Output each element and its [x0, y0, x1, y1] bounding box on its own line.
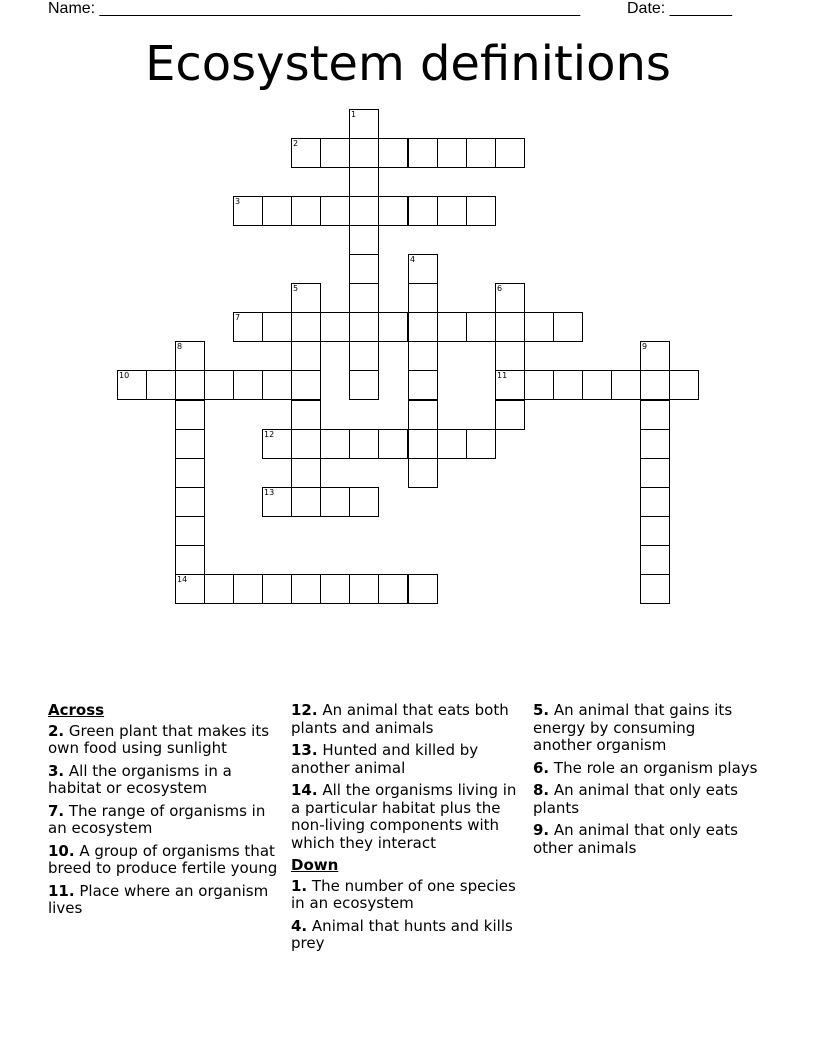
grid-cell[interactable] — [262, 370, 292, 400]
clue-across-13: 13. Hunted and killed by another animal — [291, 741, 479, 777]
clue-across-11: 11. Place where an organism lives — [48, 881, 269, 917]
grid-cell[interactable] — [408, 283, 438, 313]
grid-cell[interactable] — [378, 574, 408, 604]
grid-cell[interactable] — [233, 574, 263, 604]
clue-number: 8 — [177, 342, 183, 351]
grid-cell[interactable] — [349, 574, 379, 604]
clue-number: 7 — [235, 313, 241, 322]
grid-cell[interactable] — [640, 487, 670, 517]
grid-cell[interactable] — [175, 487, 205, 517]
grid-cell[interactable] — [291, 196, 321, 226]
grid-cell[interactable] — [378, 429, 408, 459]
grid-cell[interactable] — [640, 429, 670, 459]
page-title: Ecosystem definitions — [145, 36, 671, 92]
grid-cell[interactable] — [204, 370, 234, 400]
grid-cell[interactable] — [408, 370, 438, 400]
clue-across-14: 14. All the organisms living in a particular habitat plus the non-living components with which they interact — [291, 781, 517, 852]
grid-cell[interactable] — [408, 400, 438, 430]
grid-cell[interactable] — [320, 312, 350, 342]
grid-cell[interactable] — [640, 516, 670, 546]
grid-cell[interactable] — [291, 458, 321, 488]
grid-cell[interactable] — [262, 312, 292, 342]
grid-cell[interactable] — [437, 138, 467, 168]
clue-down-5: 5. An animal that gains its energy by consuming another organism — [533, 701, 733, 754]
grid-cell[interactable] — [408, 574, 438, 604]
grid-cell[interactable] — [408, 138, 438, 168]
grid-cell[interactable] — [553, 370, 583, 400]
grid-cell[interactable] — [408, 458, 438, 488]
grid-cell[interactable] — [320, 487, 350, 517]
grid-cell[interactable] — [320, 196, 350, 226]
grid-cell[interactable] — [175, 458, 205, 488]
grid-cell[interactable] — [349, 138, 379, 168]
clue-number: 11 — [497, 371, 508, 380]
grid-cell[interactable] — [640, 574, 670, 604]
grid-cell[interactable] — [291, 400, 321, 430]
grid-cell[interactable] — [291, 341, 321, 371]
grid-cell[interactable] — [640, 370, 670, 400]
grid-cell[interactable] — [640, 341, 670, 371]
clue-number: 6 — [497, 284, 503, 293]
grid-cell[interactable] — [262, 429, 292, 459]
grid-cell[interactable] — [175, 545, 205, 575]
clue-across-10: 10. A group of organisms that breed to produce fertile young — [48, 841, 278, 877]
clue-down-6: 6. The role an organism plays — [533, 758, 758, 777]
grid-cell[interactable] — [408, 341, 438, 371]
grid-cell[interactable] — [320, 138, 350, 168]
grid-cell[interactable] — [175, 429, 205, 459]
clue-down-4: 4. Animal that hunts and kills prey — [291, 916, 513, 952]
clue-number: 9 — [642, 342, 648, 351]
clue-across-2: 2. Green plant that makes its own food using sunlight — [48, 721, 270, 757]
date-field: Date: _______ — [627, 0, 732, 17]
grid-cell[interactable] — [117, 370, 147, 400]
grid-cell[interactable] — [320, 429, 350, 459]
clue-column-1 — [48, 702, 284, 923]
grid-cell[interactable] — [349, 225, 379, 255]
clue-column-3 — [533, 702, 758, 862]
grid-cell[interactable] — [349, 254, 379, 284]
grid-cell[interactable] — [582, 370, 612, 400]
clue-number: 5 — [293, 284, 299, 293]
grid-cell[interactable] — [378, 138, 408, 168]
grid-cell[interactable] — [175, 574, 205, 604]
grid-cell[interactable] — [495, 370, 525, 400]
grid-cell[interactable] — [349, 341, 379, 371]
grid-cell[interactable] — [233, 370, 263, 400]
clue-down-8: 8. An animal that only eats plants — [533, 781, 738, 817]
grid-cell[interactable] — [320, 574, 350, 604]
grid-cell[interactable] — [495, 341, 525, 371]
clue-number: 4 — [410, 255, 416, 264]
grid-cell[interactable] — [640, 545, 670, 575]
clue-column-2 — [291, 702, 521, 958]
grid-cell[interactable] — [262, 487, 292, 517]
clue-down-9: 9. An animal that only eats other animals — [533, 821, 738, 857]
grid-cell[interactable] — [233, 196, 263, 226]
grid-cell[interactable] — [349, 196, 379, 226]
clue-across-7: 7. The range of organisms in an ecosystem — [48, 801, 266, 837]
grid-cell[interactable] — [291, 283, 321, 313]
grid-cell[interactable] — [408, 429, 438, 459]
name-field: Name: ______________________________________________________ — [48, 0, 581, 17]
clue-number: 1 — [351, 110, 357, 119]
grid-cell[interactable] — [349, 283, 379, 313]
grid-cell[interactable] — [262, 196, 292, 226]
grid-cell[interactable] — [291, 138, 321, 168]
grid-cell[interactable] — [466, 138, 496, 168]
grid-cell[interactable] — [495, 138, 525, 168]
clue-number: 13 — [264, 488, 275, 497]
grid-cell[interactable] — [175, 516, 205, 546]
grid-cell[interactable] — [437, 196, 467, 226]
clue-number: 14 — [177, 575, 188, 584]
grid-cell[interactable] — [349, 370, 379, 400]
clue-across-3: 3. All the organisms in a habitat or ecosystem — [48, 761, 232, 797]
grid-cell[interactable] — [349, 487, 379, 517]
clue-number: 3 — [235, 197, 241, 206]
grid-cell[interactable] — [524, 370, 554, 400]
grid-cell[interactable] — [495, 312, 525, 342]
grid-cell[interactable] — [349, 429, 379, 459]
grid-cell[interactable] — [175, 341, 205, 371]
grid-cell[interactable] — [291, 487, 321, 517]
grid-cell[interactable] — [378, 196, 408, 226]
grid-cell[interactable] — [437, 312, 467, 342]
grid-cell[interactable] — [669, 370, 699, 400]
grid-cell[interactable] — [495, 283, 525, 313]
grid-cell[interactable] — [349, 312, 379, 342]
grid-cell[interactable] — [291, 574, 321, 604]
grid-cell[interactable] — [378, 312, 408, 342]
grid-cell[interactable] — [408, 196, 438, 226]
down-heading: Down — [291, 856, 339, 874]
grid-cell[interactable] — [466, 196, 496, 226]
grid-cell[interactable] — [233, 312, 263, 342]
grid-cell[interactable] — [408, 254, 438, 284]
grid-cell[interactable] — [437, 429, 467, 459]
grid-cell[interactable] — [291, 312, 321, 342]
grid-cell[interactable] — [466, 429, 496, 459]
grid-cell[interactable] — [408, 312, 438, 342]
clue-number: 12 — [264, 430, 275, 439]
grid-cell[interactable] — [495, 400, 525, 430]
grid-cell[interactable] — [349, 109, 379, 139]
grid-cell[interactable] — [291, 370, 321, 400]
clue-number: 2 — [293, 139, 299, 148]
across-heading: Across — [48, 701, 105, 719]
grid-cell[interactable] — [611, 370, 641, 400]
grid-cell[interactable] — [640, 458, 670, 488]
grid-cell[interactable] — [175, 370, 205, 400]
grid-cell[interactable] — [146, 370, 176, 400]
clue-down-1: 1. The number of one species in an ecosystem — [291, 876, 516, 912]
grid-cell[interactable] — [640, 400, 670, 430]
clue-number: 10 — [119, 371, 130, 380]
grid-cell[interactable] — [175, 400, 205, 430]
grid-cell[interactable] — [291, 429, 321, 459]
grid-cell[interactable] — [262, 574, 292, 604]
grid-cell[interactable] — [204, 574, 234, 604]
grid-cell[interactable] — [466, 312, 496, 342]
grid-cell[interactable] — [349, 167, 379, 197]
grid-cell[interactable] — [524, 312, 554, 342]
clue-across-12: 12. An animal that eats both plants and animals — [291, 701, 509, 737]
grid-cell[interactable] — [553, 312, 583, 342]
